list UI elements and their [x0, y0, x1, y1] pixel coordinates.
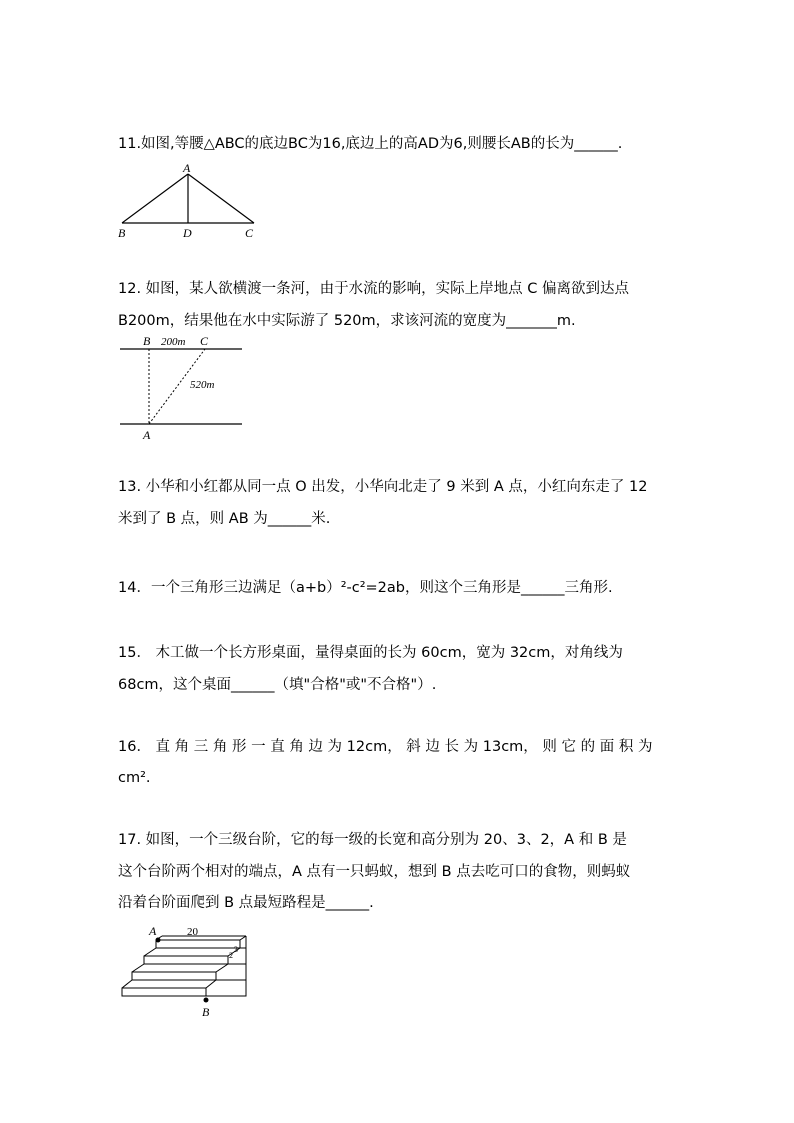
problem-17-line2: 这个台阶两个相对的端点，A 点有一只蚂蚁，想到 B 点去吃可口的食物，则蚂蚁	[118, 864, 631, 880]
label-c: C	[200, 334, 209, 348]
step-3-front	[156, 940, 240, 948]
step-1-tread-left	[132, 964, 144, 972]
label-b: B	[143, 334, 151, 348]
label-c: C	[245, 226, 254, 240]
problem-17-line3: 沿着台阶面爬到 B 点最短路程是______.	[118, 895, 374, 911]
label-width: 3	[234, 945, 238, 954]
problem-12-line2: B200m，结果他在水中实际游了 520m，求该河流的宽度为_______m.	[118, 313, 576, 329]
problem-16-line1: 16． 直 角 三 角 形 一 直 角 边 为 12cm， 斜 边 长 为 13cm， 则 它 的 面 积 为	[118, 739, 653, 755]
problem-12-river-figure	[112, 333, 252, 443]
problem-17-line1: 17. 如图，一个三级台阶，它的每一级的长宽和高分别为 20、3、2，A 和 B 是	[118, 832, 627, 848]
problem-11-triangle-figure	[112, 160, 272, 242]
point-a-dot	[156, 938, 161, 943]
problem-17-stairs-figure	[114, 922, 254, 1020]
label-a: A	[149, 924, 157, 938]
step-3-top-right	[240, 936, 246, 940]
step-2-front	[144, 956, 228, 964]
label-a: A	[183, 161, 191, 175]
problem-16-line2: cm².	[118, 770, 151, 786]
label-b: B	[118, 226, 126, 240]
base-right	[206, 980, 216, 988]
problem-15-line1: 15． 木工做一个长方形桌面，量得桌面的长为 60cm，宽为 32cm，对角线为	[118, 645, 623, 661]
step-2-tread-left	[144, 948, 156, 956]
label-520m: 520m	[190, 379, 215, 391]
step-1-front	[132, 972, 216, 980]
base-left	[122, 980, 132, 988]
problem-13-line2: 米到了 B 点，则 AB 为______米.	[118, 511, 331, 527]
side-ac	[188, 174, 254, 223]
label-d: D	[183, 226, 192, 240]
point-b-dot	[204, 998, 209, 1003]
side-ab	[122, 174, 188, 223]
problem-11-text: 11.如图,等腰△ABC的底边BC为16,底边上的高AD为6,则腰长AB的长为______.	[118, 136, 623, 152]
label-b: B	[202, 1005, 210, 1019]
problem-15-line2: 68cm，这个桌面______（填"合格"或"不合格"）.	[118, 677, 437, 693]
label-200m: 200m	[161, 336, 186, 348]
problem-14-text: 14．一个三角形三边满足（a+b）²-c²=2ab，则这个三角形是______三角形.	[118, 580, 613, 596]
problem-12-line1: 12. 如图，某人欲横渡一条河，由于水流的影响，实际上岸地点 C 偏离欲到达点	[118, 281, 630, 297]
step-1-tread-right	[216, 964, 228, 972]
base-front	[122, 988, 206, 996]
problem-13-line1: 13. 小华和小红都从同一点 O 出发，小华向北走了 9 米到 A 点，小红向东走了 12	[118, 479, 648, 495]
label-length: 20	[187, 926, 198, 938]
label-height: 2	[229, 951, 233, 960]
label-a: A	[143, 428, 151, 442]
